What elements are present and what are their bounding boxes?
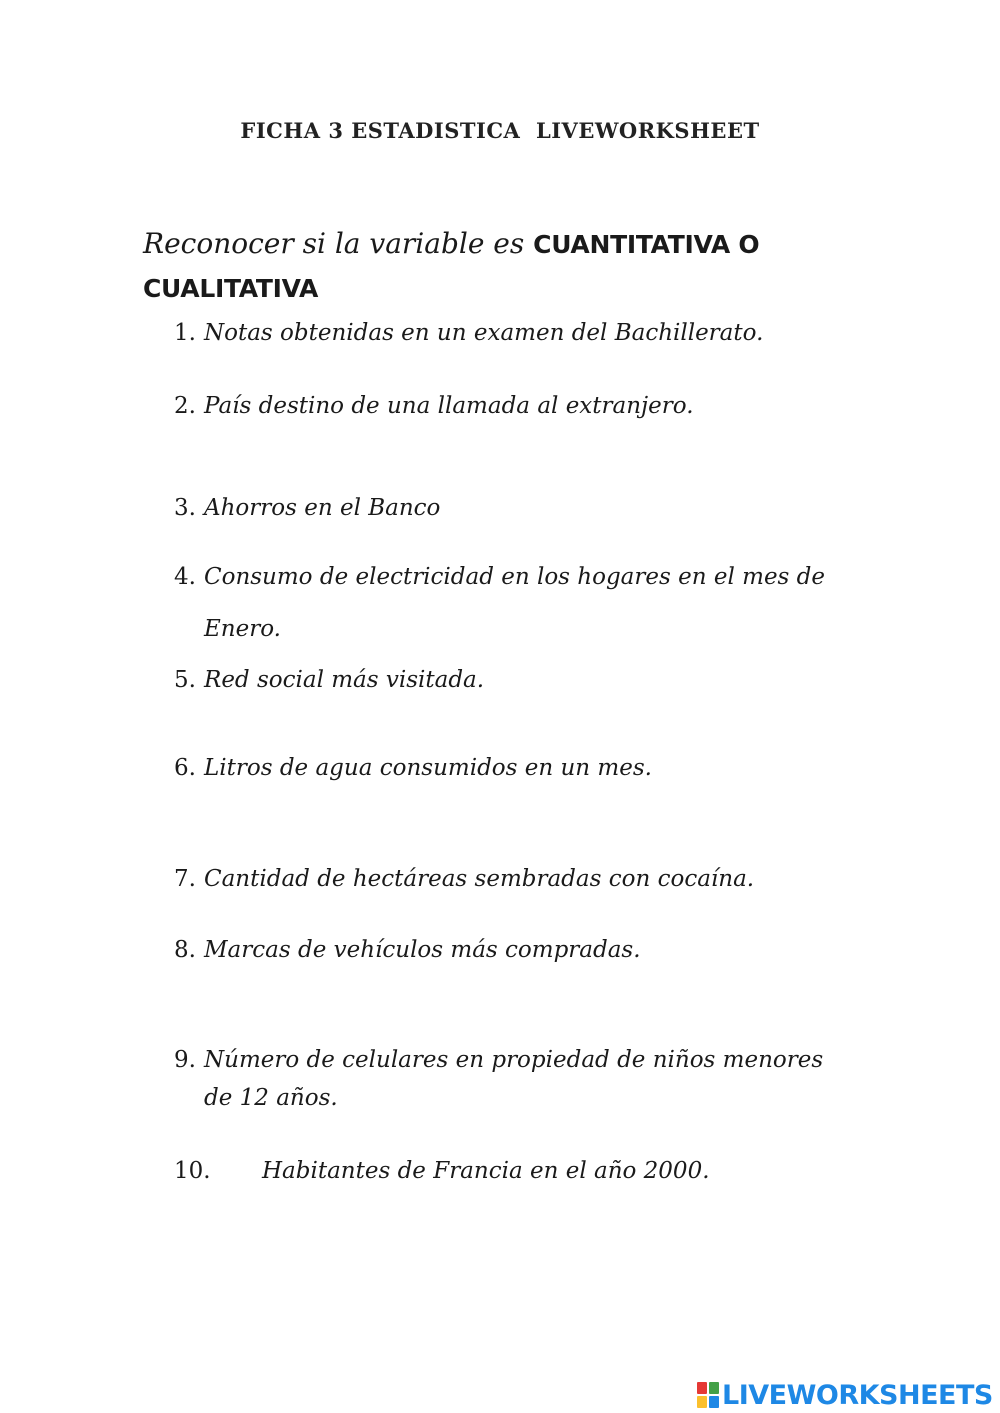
question-item-6 bbox=[174, 755, 854, 781]
instruction-text bbox=[143, 222, 863, 310]
question-item-2 bbox=[174, 393, 854, 419]
instruction-emphasis-2: CUALITATIVA bbox=[143, 274, 319, 303]
logo-text: LIVEWORKSHEETS bbox=[722, 1379, 993, 1411]
question-number: 2. bbox=[174, 393, 196, 419]
question-number: 6. bbox=[174, 755, 196, 781]
question-item-4 bbox=[174, 551, 854, 655]
question-text: Red social más visitada. bbox=[204, 667, 485, 693]
worksheet-title: FICHA 3 ESTADISTICA LIVEWORKSHEET bbox=[240, 118, 760, 143]
question-text: País destino de una llamada al extranjero. bbox=[204, 393, 694, 419]
question-number: 1. bbox=[174, 320, 196, 346]
question-item-3 bbox=[174, 495, 854, 521]
question-text: Cantidad de hectáreas sembradas con cocaína. bbox=[204, 866, 755, 892]
question-text: Habitantes de Francia en el año 2000. bbox=[262, 1158, 710, 1184]
question-text: Consumo de electricidad en los hogares en el mes de bbox=[204, 564, 825, 590]
question-text-continued: de 12 años. bbox=[204, 1085, 338, 1111]
question-item-5 bbox=[174, 667, 854, 693]
question-item-1 bbox=[174, 320, 854, 346]
question-text: Ahorros en el Banco bbox=[204, 495, 441, 521]
logo-mark-icon bbox=[697, 1382, 719, 1408]
question-number: 5. bbox=[174, 667, 196, 693]
question-number: 9. bbox=[174, 1047, 196, 1073]
instruction-emphasis-1: CUANTITATIVA O bbox=[533, 230, 760, 259]
instruction-prefix: Reconocer si la variable es bbox=[143, 227, 534, 260]
question-number: 4. bbox=[174, 564, 196, 590]
question-number: 7. bbox=[174, 866, 196, 892]
question-text-continued: Enero. bbox=[204, 616, 281, 642]
question-item-10 bbox=[174, 1158, 854, 1184]
question-item-8 bbox=[174, 937, 854, 963]
question-text: Número de celulares en propiedad de niños menores bbox=[204, 1047, 824, 1073]
question-text: Litros de agua consumidos en un mes. bbox=[204, 755, 652, 781]
question-text: Notas obtenidas en un examen del Bachillerato. bbox=[204, 320, 764, 346]
question-number: 8. bbox=[174, 937, 196, 963]
question-item-9 bbox=[174, 1041, 854, 1117]
liveworksheets-logo bbox=[697, 1378, 993, 1412]
question-number: 10. bbox=[174, 1158, 211, 1184]
question-item-7 bbox=[174, 866, 854, 892]
question-text: Marcas de vehículos más compradas. bbox=[204, 937, 641, 963]
question-number: 3. bbox=[174, 495, 196, 521]
